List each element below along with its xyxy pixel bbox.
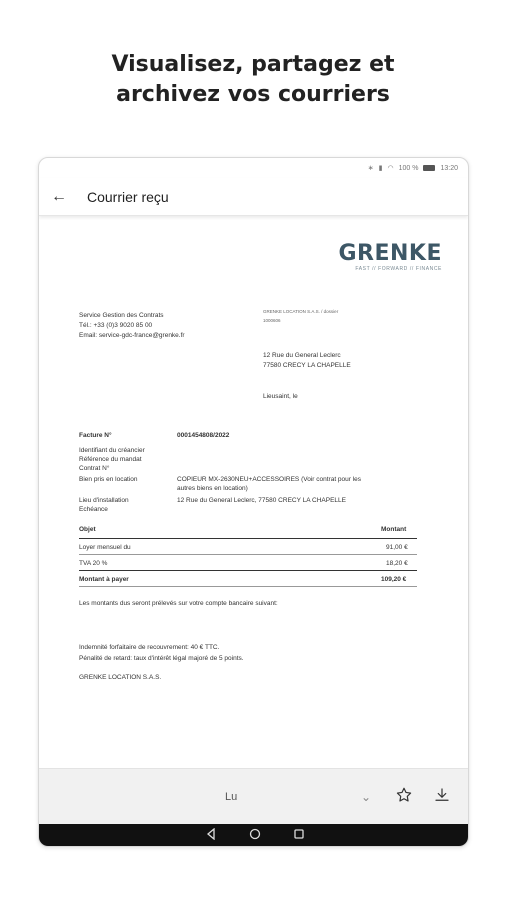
- app-bar: [39, 178, 468, 216]
- place-date: Lieusaint, le: [263, 393, 298, 400]
- sender-line-1: Service Gestion des Contrats: [79, 312, 164, 319]
- row-tva-amount: 18,20 €: [386, 560, 408, 567]
- penalite-text: Pénalité de retard: taux d'intérêt légal majoré de 5 points.: [79, 655, 244, 662]
- table-header-rule: [79, 538, 417, 539]
- download-icon[interactable]: [433, 786, 451, 809]
- nav-back-icon[interactable]: [205, 827, 217, 845]
- echeance-label: Echéance: [79, 506, 108, 513]
- headline-line-1: Visualisez, partagez et: [111, 52, 395, 77]
- row-loyer-amount: 91,00 €: [386, 544, 408, 551]
- company-name: GRENKE LOCATION S.A.S.: [79, 674, 162, 681]
- clock: 13:20: [440, 164, 458, 172]
- bien-value-1: COPIEUR MX-2630NEU+ACCESSOIRES (Voir contrat pour les: [177, 476, 362, 483]
- recipient-name: GRENKE LOCATION S.A.S. / dossier: [263, 309, 339, 314]
- row-loyer-label: Loyer mensuel du: [79, 544, 131, 551]
- indemnite-text: Indemnité forfaitaire de recouvrement: 40 € TTC.: [79, 644, 220, 651]
- logo-tagline: FAST // FORWARD // FINANCE: [355, 266, 442, 272]
- lieu-value: 12 Rue du General Leclerc, 77580 CRECY LA CHAPELLE: [177, 497, 346, 504]
- logo-brand: GRENKE: [338, 241, 442, 266]
- sender-line-2: Tél.: +33 (0)3 9020 85 00: [79, 322, 153, 329]
- headline-line-2: archivez vos courriers: [116, 82, 390, 107]
- row-tva-label: TVA 20 %: [79, 560, 108, 567]
- facture-label: Facture N°: [79, 432, 112, 439]
- recipient-ref: 1000606: [263, 318, 281, 323]
- col-objet: Objet: [79, 526, 96, 533]
- headline: [0, 50, 506, 110]
- read-status-label[interactable]: Lu: [225, 790, 238, 803]
- nav-home-icon[interactable]: [249, 827, 261, 845]
- creancier-label: Identifiant du créancier: [79, 447, 145, 454]
- contrat-label: Contrat N°: [79, 465, 110, 472]
- star-icon[interactable]: [395, 786, 413, 809]
- sender-email: Email: service-gdc-france@grenke.fr: [79, 332, 185, 339]
- total-amount: 109,20 €: [381, 576, 407, 583]
- recipient-city: 77580 CRECY LA CHAPELLE: [263, 362, 351, 369]
- signal-icon: ▮: [378, 165, 383, 172]
- battery-icon: [423, 165, 435, 171]
- note-prelevement: Les montants dus seront prélevés sur votre compte bancaire suivant:: [79, 600, 278, 607]
- system-nav-bar: [39, 824, 469, 847]
- chevron-down-icon[interactable]: ⌄: [361, 789, 372, 804]
- nav-recents-icon[interactable]: [293, 827, 305, 845]
- lieu-label: Lieu d'installation: [79, 497, 129, 504]
- page-title: Courrier reçu: [87, 188, 169, 205]
- phone-screen: [38, 157, 469, 847]
- table-bottom-rule: [79, 586, 417, 587]
- back-arrow-icon[interactable]: ←: [51, 187, 67, 205]
- bien-value-2: autres biens en location): [177, 485, 248, 492]
- grenke-logo: [338, 242, 442, 272]
- bien-label: Bien pris en location: [79, 476, 138, 483]
- battery-level: 100 %: [398, 164, 419, 172]
- table-total-rule: [79, 570, 417, 571]
- mandat-label: Référence du mandat: [79, 456, 142, 463]
- status-bar: [39, 158, 468, 178]
- col-montant: Montant: [381, 526, 407, 533]
- bottom-action-bar: [39, 768, 469, 824]
- recipient-street: 12 Rue du General Leclerc: [263, 352, 341, 359]
- wifi-icon: ◠: [387, 165, 394, 172]
- table-row-rule: [79, 554, 417, 555]
- facture-value: 0001454808/2022: [177, 432, 230, 439]
- total-label: Montant à payer: [79, 576, 129, 583]
- bluetooth-icon: ∗: [367, 165, 374, 172]
- letter-document: [39, 220, 469, 768]
